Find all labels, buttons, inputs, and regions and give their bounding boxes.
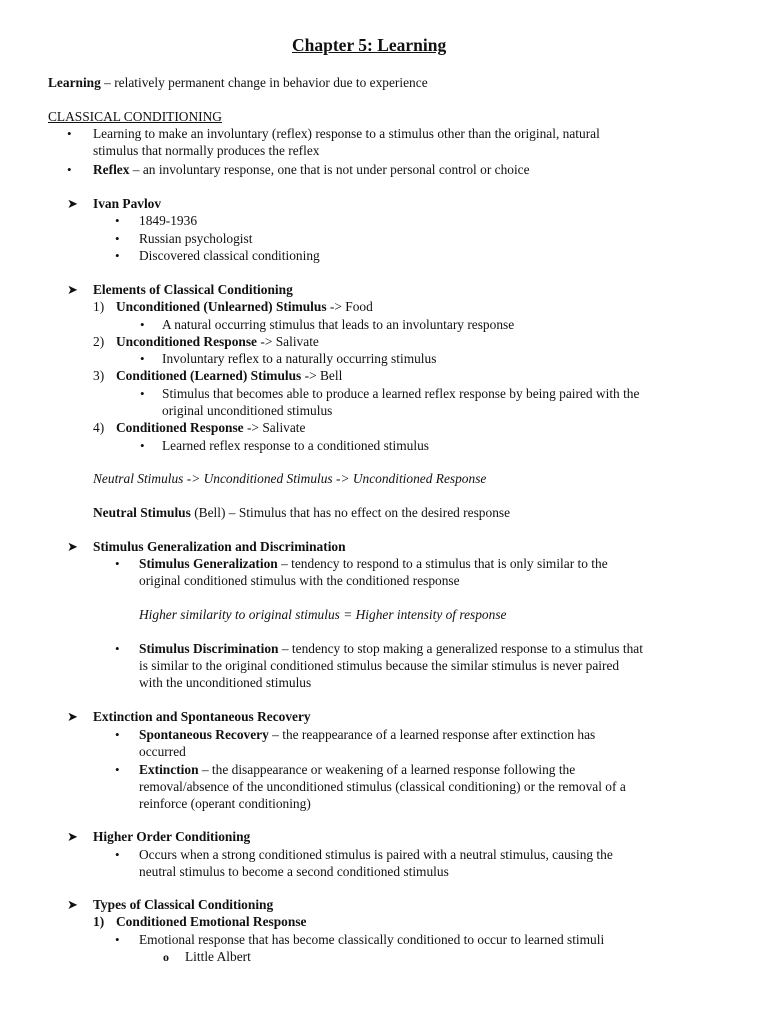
bullet-icon: • bbox=[115, 847, 120, 862]
discrimination-term: Stimulus Discrimination bbox=[139, 641, 279, 656]
spontaneous-term: Spontaneous Recovery bbox=[139, 727, 269, 742]
bullet-icon: • bbox=[115, 231, 120, 246]
element-1-title bbox=[116, 298, 373, 315]
element-1-term: Unconditioned (Unlearned) Stimulus bbox=[116, 299, 327, 314]
element-3-desc-line1: Stimulus that becomes able to produce a learned reflex response by being paired with the bbox=[162, 386, 640, 401]
bullet-icon: • bbox=[115, 727, 120, 742]
bullet-icon: • bbox=[140, 386, 145, 401]
neutral-chain: Neutral Stimulus -> Unconditioned Stimulus -> Unconditioned Response bbox=[93, 471, 487, 486]
discrimination-line3: with the unconditioned stimulus bbox=[139, 675, 312, 690]
element-2-example: -> Salivate bbox=[257, 334, 319, 349]
list-number: 4) bbox=[93, 420, 105, 435]
generalization-text: – tendency to respond to a stimulus that is only similar to the bbox=[277, 556, 608, 571]
classical-bullet-1-line2: stimulus that normally produces the reflex bbox=[93, 143, 320, 158]
element-3-desc-line2: original unconditioned stimulus bbox=[162, 403, 333, 418]
discrimination-line1 bbox=[139, 640, 643, 657]
neutral-text: (Bell) – Stimulus that has no effect on the desired response bbox=[190, 505, 511, 520]
learning-text: – relatively permanent change in behavior due to experience bbox=[100, 75, 428, 90]
extinction-line2: removal/absence of the unconditioned stimulus (classical conditioning) or the removal of a bbox=[139, 779, 626, 794]
extinction-line1 bbox=[139, 761, 575, 778]
arrow-bullet-icon: ➤ bbox=[67, 282, 78, 297]
bullet-icon: • bbox=[115, 932, 120, 947]
page-title: Chapter 5: Learning bbox=[292, 35, 447, 55]
reflex-definition bbox=[93, 161, 530, 178]
list-number: 3) bbox=[93, 368, 105, 383]
element-4-desc: Learned reflex response to a conditioned stimulus bbox=[162, 438, 429, 453]
classical-bullet-1-line1: Learning to make an involuntary (reflex) response to a stimulus other than the original, natural bbox=[93, 126, 600, 141]
extinction-text: – the disappearance or weakening of a learned response following the bbox=[198, 762, 576, 777]
element-1-example: -> Food bbox=[326, 299, 373, 314]
element-2-term: Unconditioned Response bbox=[116, 334, 258, 349]
types-item-1-desc: Emotional response that has become classically conditioned to occur to learned stimuli bbox=[139, 932, 605, 947]
element-1-desc: A natural occurring stimulus that leads to an involuntary response bbox=[162, 317, 515, 332]
reflex-text: – an involuntary response, one that is not under personal control or choice bbox=[129, 162, 530, 177]
arrow-bullet-icon: ➤ bbox=[67, 897, 78, 912]
generalization-term: Stimulus Generalization bbox=[139, 556, 278, 571]
extinction-heading: Extinction and Spontaneous Recovery bbox=[93, 709, 311, 724]
element-3-term: Conditioned (Learned) Stimulus bbox=[116, 368, 302, 383]
generalization-note: Higher similarity to original stimulus = Higher intensity of response bbox=[139, 607, 507, 622]
bullet-icon: • bbox=[115, 213, 120, 228]
list-number: 1) bbox=[93, 914, 105, 929]
section-heading-classical: CLASSICAL CONDITIONING bbox=[48, 109, 222, 124]
higher-order-line1: Occurs when a strong conditioned stimulus is paired with a neutral stimulus, causing the bbox=[139, 847, 613, 862]
bullet-icon: • bbox=[67, 126, 72, 141]
neutral-definition bbox=[93, 504, 510, 521]
learning-term: Learning bbox=[48, 75, 101, 90]
arrow-bullet-icon: ➤ bbox=[67, 196, 78, 211]
bullet-icon: • bbox=[115, 556, 120, 571]
reflex-term: Reflex bbox=[93, 162, 130, 177]
arrow-bullet-icon: ➤ bbox=[67, 829, 78, 844]
types-heading: Types of Classical Conditioning bbox=[93, 897, 274, 912]
higher-order-heading: Higher Order Conditioning bbox=[93, 829, 251, 844]
element-4-title bbox=[116, 419, 305, 436]
circle-bullet-icon: o bbox=[163, 950, 169, 964]
elements-heading: Elements of Classical Conditioning bbox=[93, 282, 293, 297]
discrimination-text: – tendency to stop making a generalized response to a stimulus that bbox=[278, 641, 643, 656]
element-3-example: -> Bell bbox=[301, 368, 343, 383]
arrow-bullet-icon: ➤ bbox=[67, 539, 78, 554]
element-2-title bbox=[116, 333, 319, 350]
element-3-title bbox=[116, 367, 342, 384]
pavlov-item: Russian psychologist bbox=[139, 231, 253, 246]
generalization-line2: original conditioned stimulus with the conditioned response bbox=[139, 573, 460, 588]
element-2-desc: Involuntary reflex to a naturally occurring stimulus bbox=[162, 351, 437, 366]
arrow-bullet-icon: ➤ bbox=[67, 709, 78, 724]
pavlov-item: Discovered classical conditioning bbox=[139, 248, 320, 263]
bullet-icon: • bbox=[140, 351, 145, 366]
learning-definition bbox=[48, 74, 428, 91]
pavlov-heading: Ivan Pavlov bbox=[93, 196, 162, 211]
list-number: 2) bbox=[93, 334, 105, 349]
bullet-icon: • bbox=[115, 248, 120, 263]
bullet-icon: • bbox=[67, 162, 72, 177]
types-item-1-example: Little Albert bbox=[185, 949, 251, 964]
spontaneous-line1 bbox=[139, 726, 595, 743]
element-4-term: Conditioned Response bbox=[116, 420, 244, 435]
bullet-icon: • bbox=[115, 641, 120, 656]
pavlov-item: 1849-1936 bbox=[139, 213, 198, 228]
extinction-term: Extinction bbox=[139, 762, 199, 777]
spontaneous-text: – the reappearance of a learned response after extinction has bbox=[268, 727, 596, 742]
bullet-icon: • bbox=[115, 762, 120, 777]
types-item-1-title: Conditioned Emotional Response bbox=[116, 914, 307, 929]
list-number: 1) bbox=[93, 299, 105, 314]
spontaneous-line2: occurred bbox=[139, 744, 186, 759]
bullet-icon: • bbox=[140, 317, 145, 332]
discrimination-line2: is similar to the original conditioned stimulus because the similar stimulus is never paired bbox=[139, 658, 620, 673]
bullet-icon: • bbox=[140, 438, 145, 453]
neutral-term: Neutral Stimulus bbox=[93, 505, 191, 520]
extinction-line3: reinforce (operant conditioning) bbox=[139, 796, 311, 811]
generalization-line1 bbox=[139, 555, 608, 572]
higher-order-line2: neutral stimulus to become a second conditioned stimulus bbox=[139, 864, 449, 879]
element-4-example: -> Salivate bbox=[243, 420, 306, 435]
generalization-heading: Stimulus Generalization and Discrimination bbox=[93, 539, 346, 554]
